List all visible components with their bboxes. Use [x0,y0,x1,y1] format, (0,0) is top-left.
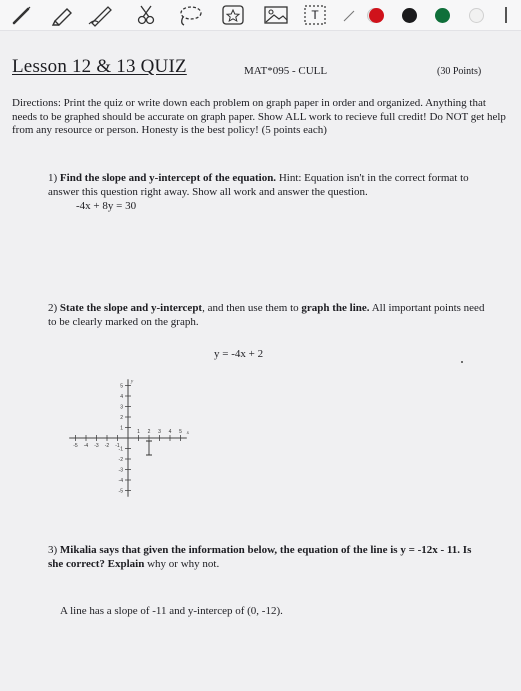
directions-text: Directions: Print the quiz or write down each problem on graph paper in order and organized. Anything that needs to be graphed should be accurate on graph paper. Show ALL work to recieve full credit! Do NOT get help from any resource or person. Honesty is the best policy! (5 points each) [12,97,506,136]
question-1-bold: Find the slope and y-intercept of the equation. [59,172,277,184]
color-swatch-light[interactable] [469,8,484,23]
x-axis-letter: x [186,431,190,436]
question-2-bold-b: graph the line. [301,302,370,314]
lasso-icon[interactable] [176,2,204,28]
highlighter-icon[interactable] [50,2,76,28]
y-tick-label: -1 [118,446,123,453]
question-3 [48,543,488,571]
pen-icon[interactable] [10,2,34,28]
color-swatch-black[interactable] [402,8,417,23]
y-tick-label: 5 [120,383,123,390]
text-tool-icon[interactable] [302,2,328,28]
scissors-icon[interactable] [134,2,160,28]
pencil-icon[interactable] [86,2,116,28]
y-tick-label: -5 [118,488,123,495]
question-1-equation: -4x + 8y = 30 [76,200,137,212]
x-tick-label: -1 [115,443,120,449]
ruler-icon[interactable] [340,2,360,28]
shape-icon[interactable] [221,2,245,28]
y-tick-label: 3 [120,404,123,411]
color-swatch-red[interactable] [369,8,384,23]
annotation-toolbar [0,0,521,31]
quiz-title: Lesson 12 & 13 QUIZ [12,56,187,77]
text-tool-label: T [311,8,319,22]
x-tick-label: -2 [104,443,110,449]
color-swatch-green[interactable] [435,8,450,23]
coordinate-grid [55,358,225,528]
x-tick-label: 3 [158,429,161,435]
x-tick-label: 4 [168,429,172,435]
question-2-text-b: All important points need to be clearly marked on the graph. [48,302,485,328]
x-tick-label: -3 [94,443,99,449]
text-cursor-icon [146,441,152,455]
question-3-bold: Explain [107,558,145,570]
question-3-text-b: why or why not. [144,558,220,570]
question-2 [48,301,488,329]
question-2-number: 2) [48,302,58,314]
course-label: MAT*095 - CULL [244,65,328,77]
question-3-number: 3) [48,544,58,556]
x-tick-label: -5 [73,443,78,449]
quiz-document [0,31,521,691]
x-tick-label: 2 [147,429,151,435]
question-2-text-a: , and then use them to [202,302,302,314]
image-icon[interactable] [263,2,289,28]
y-tick-label: 4 [120,394,123,400]
question-1-number: 1) [48,172,58,184]
question-3-given: A line has a slope of -11 and y-intercep of (0, -12). [60,605,283,617]
question-1-text: Hint: Equation isn't in the correct format to answer this question right away. Show all work and answer the question. [48,172,469,198]
question-2-equation: y = -4x + 2 [214,348,264,360]
y-tick-label: 2 [120,415,123,421]
y-tick-label: 1 [120,425,123,432]
stray-mark [461,361,463,363]
y-tick-label: -4 [118,478,123,484]
points-label: (30 Points) [437,66,482,77]
x-tick-label: 1 [137,429,140,435]
y-axis-letter: y [131,379,134,385]
toolbar-divider [505,7,507,23]
y-tick-label: -3 [118,467,123,474]
y-tick-label: -2 [118,457,123,463]
question-2-bold-a: State the slope and y-intercept [59,302,203,314]
question-1 [48,171,498,213]
question-3-text: Mikalia says that given the information below, the equation of the line is y = -12x - 11. Is she correct? [48,544,472,570]
x-tick-label: 5 [179,429,182,435]
x-tick-label: -4 [83,443,89,449]
